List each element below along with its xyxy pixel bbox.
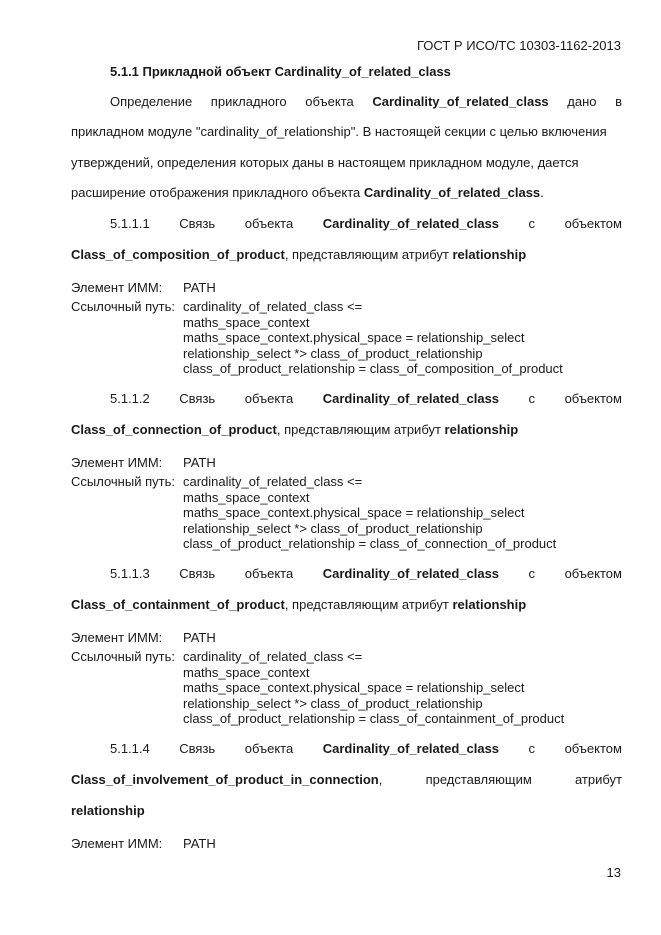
path-line: cardinality_of_related_class <=	[183, 299, 363, 314]
intro-line-2: прикладном модуле "cardinality_of_relationship". В настоящей секции с целью включения	[71, 124, 607, 139]
subsection-title-2: 5.1.1.2 Связь объекта Cardinality_of_related_class с объектом	[110, 391, 622, 406]
path-label: Ссылочный путь:	[71, 474, 175, 489]
subsection-title-3: 5.1.1.3 Связь объекта Cardinality_of_related_class с объектом	[110, 566, 622, 581]
intro-line-4: расширение отображения прикладного объекта Cardinality_of_related_class.	[71, 185, 544, 200]
subsection-title-4: 5.1.1.4 Связь объекта Cardinality_of_related_class с объектом	[110, 741, 622, 756]
path-line: relationship_select *> class_of_product_relationship	[183, 520, 483, 536]
path-line: relationship_select *> class_of_product_relationship	[183, 695, 483, 711]
subsection-title-1: 5.1.1.1 Связь объекта Cardinality_of_related_class с объектом	[110, 216, 622, 231]
element-value: PATH	[183, 836, 216, 851]
path-line: class_of_product_relationship = class_of_connection_of_product	[183, 536, 557, 551]
section-heading: 5.1.1 Прикладной объект Cardinality_of_related_class	[110, 64, 451, 79]
path-line: maths_space_context	[183, 489, 310, 505]
subsection-target-4: Class_of_involvement_of_product_in_connection, представляющим атрибут	[71, 772, 622, 787]
path-line: maths_space_context.physical_space = relationship_select	[183, 330, 525, 345]
subsection-target-3: Class_of_containment_of_product, представляющим атрибут relationship	[71, 597, 527, 612]
path-line: class_of_product_relationship = class_of_containment_of_product	[183, 711, 565, 726]
path-line: maths_space_context	[183, 664, 310, 680]
element-value: PATH	[183, 455, 216, 470]
subsection-target-2: Class_of_connection_of_product, представляющим атрибут relationship	[71, 422, 519, 437]
path-line: maths_space_context.physical_space = relationship_select	[183, 505, 525, 520]
path-line: class_of_product_relationship = class_of_composition_of_product	[183, 361, 563, 376]
element-label: Элемент ИММ:	[71, 630, 163, 645]
element-label: Элемент ИММ:	[71, 455, 163, 470]
element-label: Элемент ИММ:	[71, 280, 163, 295]
path-line: maths_space_context.physical_space = relationship_select	[183, 680, 525, 695]
intro-line-1: Определение прикладного объекта Cardinality_of_related_class дано в	[110, 94, 622, 109]
path-line: relationship_select *> class_of_product_relationship	[183, 345, 483, 361]
path-line: cardinality_of_related_class <=	[183, 474, 363, 489]
element-value: PATH	[183, 630, 216, 645]
element-label: Элемент ИММ:	[71, 836, 163, 851]
path-line: maths_space_context	[183, 314, 310, 330]
subsection-target-1: Class_of_composition_of_product, представляющим атрибут relationship	[71, 247, 527, 262]
element-value: PATH	[183, 280, 216, 295]
intro-line-3: утверждений, определения которых даны в настоящем прикладном модуле, дается	[71, 155, 579, 170]
page-number: 13	[606, 865, 621, 880]
path-label: Ссылочный путь:	[71, 649, 175, 664]
subsection-attr-4: relationship	[71, 803, 145, 818]
path-label: Ссылочный путь:	[71, 299, 175, 314]
path-line: cardinality_of_related_class <=	[183, 649, 363, 664]
document-header: ГОСТ Р ИСО/ТС 10303-1162-2013	[416, 38, 621, 53]
